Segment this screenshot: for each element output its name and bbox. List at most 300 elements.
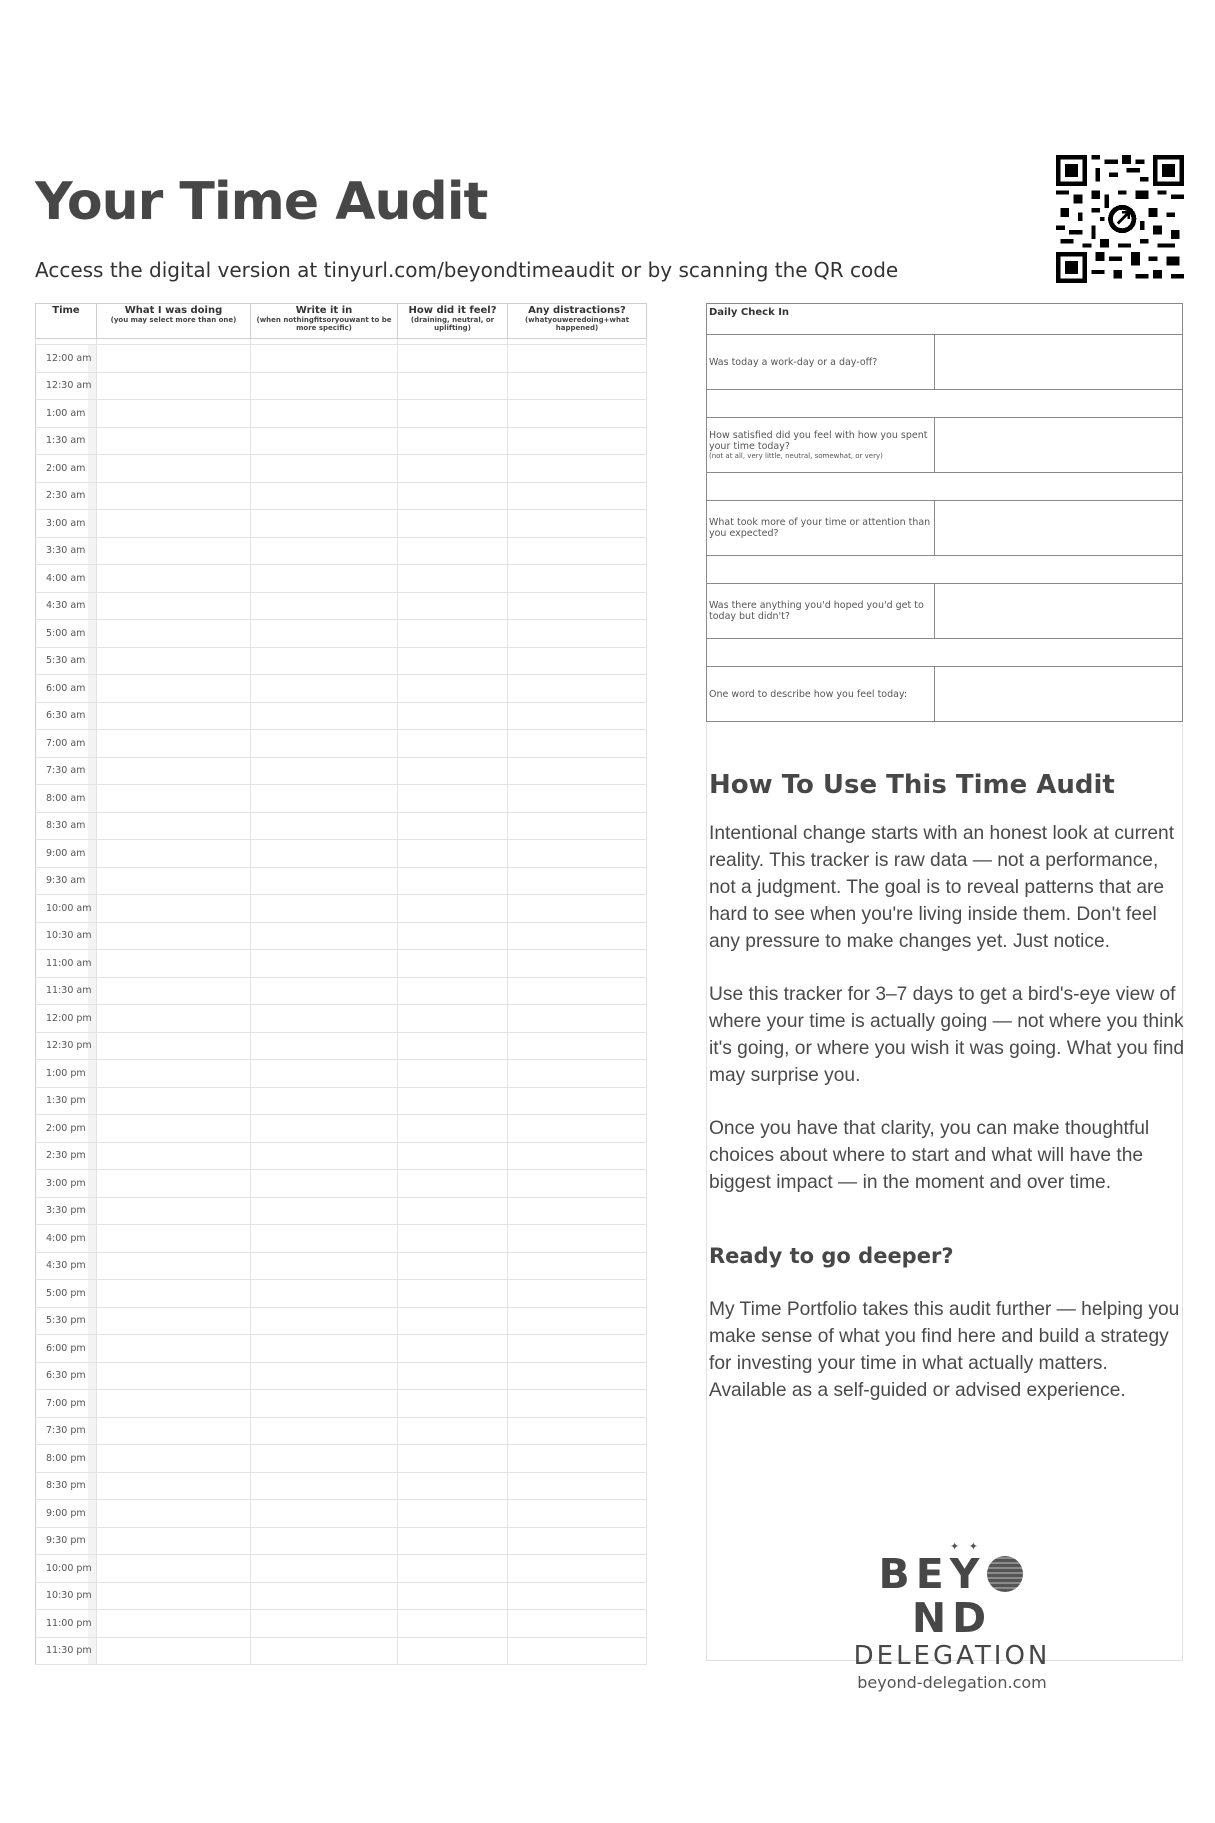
table-row (36, 1362, 647, 1390)
how-to-paragraph: Use this tracker for 3–7 days to get a bird's-eye view of where your time is actually going — not where you think it's going, or where you wish it was going. What you find may surprise you. (709, 984, 1185, 1086)
feeling-cell[interactable] (398, 1252, 508, 1280)
time-slot-label: 4:30 am (36, 592, 97, 620)
time-slot-label: 3:30 am (36, 537, 97, 565)
distraction-cell[interactable] (508, 1445, 647, 1473)
activity-cell[interactable] (97, 1252, 251, 1280)
question-text: What took more of your time or attention than you expected? (709, 517, 931, 539)
time-slot-label: 10:00 pm (36, 1555, 97, 1583)
logo-subword: DELEGATION (853, 1641, 1051, 1671)
activity-cell[interactable] (97, 537, 251, 565)
distraction-cell[interactable] (508, 785, 647, 813)
feeling-cell[interactable] (398, 1362, 508, 1390)
table-row (36, 1445, 647, 1473)
write-in-cell[interactable] (251, 1197, 398, 1225)
write-in-cell[interactable] (251, 592, 398, 620)
daily-check-in (706, 303, 1183, 722)
activity-cell[interactable] (97, 1060, 251, 1088)
write-in-cell[interactable] (251, 1472, 398, 1500)
distraction-cell[interactable] (508, 1087, 647, 1115)
website-link[interactable]: beyond-delegation.com (857, 1673, 1047, 1692)
write-in-cell[interactable] (251, 1500, 398, 1528)
activity-cell[interactable] (97, 565, 251, 593)
table-row (36, 1500, 647, 1528)
feeling-cell[interactable] (398, 1500, 508, 1528)
write-in-cell[interactable] (251, 345, 398, 373)
distraction-cell[interactable] (508, 427, 647, 455)
write-in-cell[interactable] (251, 510, 398, 538)
sparkle-icon: ✦ ✦ (950, 1540, 981, 1553)
column-header-write-in: Write it in (when nothingfitsoryouwant to be more specific) (251, 304, 398, 339)
feeling-cell[interactable] (398, 345, 508, 373)
time-slot-label: 9:00 am (36, 840, 97, 868)
time-slot-label: 1:30 am (36, 427, 97, 455)
feeling-cell[interactable] (398, 372, 508, 400)
check-in-question (706, 501, 1183, 556)
time-slot-label: 9:30 pm (36, 1527, 97, 1555)
time-slot-label: 1:00 pm (36, 1060, 97, 1088)
feeling-cell[interactable] (398, 812, 508, 840)
activity-cell[interactable] (97, 345, 251, 373)
question-text: One word to describe how you feel today: (709, 688, 908, 700)
distraction-cell[interactable] (508, 675, 647, 703)
write-in-cell[interactable] (251, 1142, 398, 1170)
write-in-cell[interactable] (251, 427, 398, 455)
activity-cell[interactable] (97, 427, 251, 455)
feeling-cell[interactable] (398, 1032, 508, 1060)
distraction-cell[interactable] (508, 1252, 647, 1280)
write-in-cell[interactable] (251, 785, 398, 813)
activity-cell[interactable] (97, 592, 251, 620)
feeling-cell[interactable] (398, 1142, 508, 1170)
feeling-cell[interactable] (398, 620, 508, 648)
time-slot-label: 2:30 am (36, 482, 97, 510)
distraction-cell[interactable] (508, 620, 647, 648)
question-text: Was there anything you'd hoped you'd get to today but didn't? (709, 600, 924, 622)
table-row (36, 455, 647, 483)
write-in-cell[interactable] (251, 482, 398, 510)
table-row (36, 1472, 647, 1500)
write-in-cell[interactable] (251, 950, 398, 978)
beyond-delegation-logo[interactable] (852, 1540, 1052, 1694)
write-in-cell[interactable] (251, 537, 398, 565)
time-slot-label: 4:00 pm (36, 1225, 97, 1253)
page-title: Your Time Audit (35, 172, 488, 232)
activity-cell[interactable] (97, 1555, 251, 1583)
feeling-cell[interactable] (398, 455, 508, 483)
how-to-title: How To Use This Time Audit (709, 770, 1115, 800)
time-slot-label: 11:30 am (36, 977, 97, 1005)
feeling-cell[interactable] (398, 592, 508, 620)
write-in-cell[interactable] (251, 1417, 398, 1445)
write-in-cell[interactable] (251, 1225, 398, 1253)
feeling-cell[interactable] (398, 565, 508, 593)
feeling-cell[interactable] (398, 730, 508, 758)
activity-cell[interactable] (97, 1005, 251, 1033)
distraction-cell[interactable] (508, 647, 647, 675)
time-slot-label: 1:30 pm (36, 1087, 97, 1115)
time-slot-label: 7:30 am (36, 757, 97, 785)
distraction-cell[interactable] (508, 510, 647, 538)
write-in-cell[interactable] (251, 400, 398, 428)
table-row (36, 482, 647, 510)
distraction-cell[interactable] (508, 1060, 647, 1088)
feeling-cell[interactable] (398, 1115, 508, 1143)
activity-cell[interactable] (97, 895, 251, 923)
activity-cell[interactable] (97, 482, 251, 510)
table-row (36, 1197, 647, 1225)
check-in-question (706, 418, 1183, 473)
activity-cell[interactable] (97, 812, 251, 840)
time-slot-label: 9:30 am (36, 867, 97, 895)
distraction-cell[interactable] (508, 1527, 647, 1555)
qr-code[interactable] (1056, 155, 1184, 283)
activity-cell[interactable] (97, 1472, 251, 1500)
feeling-cell[interactable] (398, 675, 508, 703)
table-row (36, 812, 647, 840)
answer-field[interactable] (935, 418, 1182, 472)
distraction-cell[interactable] (508, 1555, 647, 1583)
column-header-feeling: How did it feel? (draining, neutral, or uplifting) (398, 304, 508, 339)
time-slot-label: 8:00 am (36, 785, 97, 813)
time-slot-label: 6:30 pm (36, 1362, 97, 1390)
table-row (36, 1225, 647, 1253)
table-row (36, 1582, 647, 1610)
feeling-cell[interactable] (398, 647, 508, 675)
distraction-cell[interactable] (508, 372, 647, 400)
table-row (36, 977, 647, 1005)
check-in-spacer (706, 390, 1183, 418)
write-in-cell[interactable] (251, 1060, 398, 1088)
activity-cell[interactable] (97, 1527, 251, 1555)
feeling-cell[interactable] (398, 1005, 508, 1033)
distraction-cell[interactable] (508, 1197, 647, 1225)
feeling-cell[interactable] (398, 1582, 508, 1610)
time-slot-label: 1:00 am (36, 400, 97, 428)
distraction-cell[interactable] (508, 400, 647, 428)
feeling-cell[interactable] (398, 537, 508, 565)
activity-cell[interactable] (97, 1307, 251, 1335)
write-in-cell[interactable] (251, 1637, 398, 1665)
feeling-cell[interactable] (398, 977, 508, 1005)
check-in-question (706, 335, 1183, 390)
distraction-cell[interactable] (508, 1637, 647, 1665)
activity-cell[interactable] (97, 1500, 251, 1528)
distraction-cell[interactable] (508, 977, 647, 1005)
column-header-activity: What I was doing (you may select more than one) (97, 304, 251, 339)
write-in-cell[interactable] (251, 1390, 398, 1418)
write-in-cell[interactable] (251, 1527, 398, 1555)
distraction-cell[interactable] (508, 537, 647, 565)
distraction-cell[interactable] (508, 730, 647, 758)
feeling-cell[interactable] (398, 1472, 508, 1500)
distraction-cell[interactable] (508, 1280, 647, 1308)
activity-cell[interactable] (97, 1390, 251, 1418)
write-in-cell[interactable] (251, 895, 398, 923)
distraction-cell[interactable] (508, 592, 647, 620)
disco-ball-icon (987, 1556, 1023, 1592)
table-row (36, 1032, 647, 1060)
feeling-cell[interactable] (398, 482, 508, 510)
check-in-spacer (706, 639, 1183, 667)
write-in-cell[interactable] (251, 1087, 398, 1115)
table-header-row (36, 304, 647, 339)
distraction-cell[interactable] (508, 867, 647, 895)
table-row (36, 730, 647, 758)
feeling-cell[interactable] (398, 1555, 508, 1583)
activity-cell[interactable] (97, 867, 251, 895)
table-row (36, 1115, 647, 1143)
write-in-cell[interactable] (251, 1362, 398, 1390)
activity-cell[interactable] (97, 1115, 251, 1143)
activity-cell[interactable] (97, 1637, 251, 1665)
feeling-cell[interactable] (398, 950, 508, 978)
check-in-question (706, 584, 1183, 639)
distraction-cell[interactable] (508, 1032, 647, 1060)
go-deeper-paragraph: My Time Portfolio takes this audit further — helping you make sense of what you find here and build a strategy for investing your time in what actually matters. Available as a self-guided or advised experience. (709, 1299, 1180, 1401)
distraction-cell[interactable] (508, 565, 647, 593)
distraction-cell[interactable] (508, 1115, 647, 1143)
feeling-cell[interactable] (398, 1335, 508, 1363)
write-in-cell[interactable] (251, 372, 398, 400)
distraction-cell[interactable] (508, 1472, 647, 1500)
activity-cell[interactable] (97, 372, 251, 400)
feeling-cell[interactable] (398, 757, 508, 785)
check-in-question (706, 667, 1183, 722)
activity-cell[interactable] (97, 730, 251, 758)
feeling-cell[interactable] (398, 1280, 508, 1308)
write-in-cell[interactable] (251, 455, 398, 483)
feeling-cell[interactable] (398, 840, 508, 868)
write-in-cell[interactable] (251, 565, 398, 593)
write-in-cell[interactable] (251, 1335, 398, 1363)
write-in-cell[interactable] (251, 922, 398, 950)
time-slot-label: 7:30 pm (36, 1417, 97, 1445)
question-text: Was today a work-day or a day-off? (709, 356, 878, 368)
activity-cell[interactable] (97, 922, 251, 950)
distraction-cell[interactable] (508, 482, 647, 510)
activity-cell[interactable] (97, 1362, 251, 1390)
time-slot-label: 3:00 pm (36, 1170, 97, 1198)
table-row (36, 510, 647, 538)
write-in-cell[interactable] (251, 730, 398, 758)
feeling-cell[interactable] (398, 1527, 508, 1555)
write-in-cell[interactable] (251, 1032, 398, 1060)
activity-cell[interactable] (97, 1335, 251, 1363)
table-row (36, 1087, 647, 1115)
table-row (36, 1390, 647, 1418)
activity-cell[interactable] (97, 785, 251, 813)
activity-cell[interactable] (97, 510, 251, 538)
activity-cell[interactable] (97, 675, 251, 703)
table-row (36, 1417, 647, 1445)
time-slot-label: 10:30 am (36, 922, 97, 950)
write-in-cell[interactable] (251, 1170, 398, 1198)
activity-cell[interactable] (97, 1197, 251, 1225)
time-slot-label: 5:00 pm (36, 1280, 97, 1308)
write-in-cell[interactable] (251, 757, 398, 785)
feeling-cell[interactable] (398, 1307, 508, 1335)
feeling-cell[interactable] (398, 785, 508, 813)
time-slot-label: 12:00 am (36, 345, 97, 373)
activity-cell[interactable] (97, 1032, 251, 1060)
distraction-cell[interactable] (508, 1170, 647, 1198)
distraction-cell[interactable] (508, 345, 647, 373)
table-row (36, 1335, 647, 1363)
table-row (36, 1527, 647, 1555)
feeling-cell[interactable] (398, 1637, 508, 1665)
write-in-cell[interactable] (251, 1280, 398, 1308)
feeling-cell[interactable] (398, 1060, 508, 1088)
activity-cell[interactable] (97, 1445, 251, 1473)
distraction-cell[interactable] (508, 895, 647, 923)
write-in-cell[interactable] (251, 812, 398, 840)
activity-cell[interactable] (97, 950, 251, 978)
distraction-cell[interactable] (508, 1005, 647, 1033)
write-in-cell[interactable] (251, 1582, 398, 1610)
write-in-cell[interactable] (251, 867, 398, 895)
distraction-cell[interactable] (508, 1610, 647, 1638)
time-slot-label: 7:00 am (36, 730, 97, 758)
go-deeper-title: Ready to go deeper? (709, 1244, 954, 1268)
write-in-cell[interactable] (251, 977, 398, 1005)
answer-field[interactable] (935, 501, 1182, 555)
activity-cell[interactable] (97, 1170, 251, 1198)
table-row (36, 950, 647, 978)
distraction-cell[interactable] (508, 757, 647, 785)
distraction-cell[interactable] (508, 1307, 647, 1335)
answer-field[interactable] (935, 667, 1182, 721)
write-in-cell[interactable] (251, 1005, 398, 1033)
time-slot-label: 7:00 pm (36, 1390, 97, 1418)
write-in-cell[interactable] (251, 675, 398, 703)
time-slot-label: 6:00 pm (36, 1335, 97, 1363)
activity-cell[interactable] (97, 400, 251, 428)
question-text: How satisfied did you feel with how you spent your time today? (709, 430, 928, 452)
write-in-cell[interactable] (251, 1445, 398, 1473)
write-in-cell[interactable] (251, 620, 398, 648)
write-in-cell[interactable] (251, 702, 398, 730)
time-slot-label: 4:00 am (36, 565, 97, 593)
write-in-cell[interactable] (251, 1555, 398, 1583)
activity-cell[interactable] (97, 1087, 251, 1115)
activity-cell[interactable] (97, 757, 251, 785)
table-row (36, 1307, 647, 1335)
feeling-cell[interactable] (398, 867, 508, 895)
time-slot-label: 9:00 pm (36, 1500, 97, 1528)
logo-wordmark: BEYND (852, 1552, 1052, 1640)
time-slot-label: 8:30 am (36, 812, 97, 840)
time-slot-label: 2:30 pm (36, 1142, 97, 1170)
feeling-cell[interactable] (398, 922, 508, 950)
distraction-cell[interactable] (508, 840, 647, 868)
question-note: (not at all, very little, neutral, somewhat, or very) (709, 452, 883, 460)
feeling-cell[interactable] (398, 1390, 508, 1418)
distraction-cell[interactable] (508, 922, 647, 950)
table-row (36, 1555, 647, 1583)
feeling-cell[interactable] (398, 1417, 508, 1445)
table-row (36, 1252, 647, 1280)
table-row (36, 867, 647, 895)
time-slot-label: 3:00 am (36, 510, 97, 538)
feeling-cell[interactable] (398, 1170, 508, 1198)
activity-cell[interactable] (97, 455, 251, 483)
feeling-cell[interactable] (398, 1197, 508, 1225)
distraction-cell[interactable] (508, 1362, 647, 1390)
distraction-cell[interactable] (508, 1335, 647, 1363)
table-row (36, 675, 647, 703)
distraction-cell[interactable] (508, 1390, 647, 1418)
activity-cell[interactable] (97, 1417, 251, 1445)
activity-cell[interactable] (97, 840, 251, 868)
distraction-cell[interactable] (508, 1142, 647, 1170)
feeling-cell[interactable] (398, 1610, 508, 1638)
distraction-cell[interactable] (508, 1225, 647, 1253)
answer-field[interactable] (935, 584, 1182, 638)
how-to-paragraph: Intentional change starts with an honest look at current reality. This tracker is raw data — not a performance, not a judgment. The goal is to reveal patterns that are hard to see when you're living inside them. Don't feel any pressure to make changes yet. Just notice. (709, 823, 1175, 952)
table-row (36, 1610, 647, 1638)
feeling-cell[interactable] (398, 1445, 508, 1473)
time-slot-label: 5:30 pm (36, 1307, 97, 1335)
table-row (36, 1060, 647, 1088)
table-row (36, 345, 647, 373)
distraction-cell[interactable] (508, 812, 647, 840)
activity-cell[interactable] (97, 1582, 251, 1610)
distraction-cell[interactable] (508, 1582, 647, 1610)
time-slot-label: 8:00 pm (36, 1445, 97, 1473)
column-header-distractions: Any distractions? (whatyouweredoing+what happened) (508, 304, 647, 339)
table-row (36, 1637, 647, 1665)
time-slot-label: 8:30 pm (36, 1472, 97, 1500)
feeling-cell[interactable] (398, 1225, 508, 1253)
activity-cell[interactable] (97, 702, 251, 730)
feeling-cell[interactable] (398, 400, 508, 428)
time-slot-label: 5:30 am (36, 647, 97, 675)
answer-field[interactable] (935, 335, 1182, 389)
activity-cell[interactable] (97, 1225, 251, 1253)
feeling-cell[interactable] (398, 510, 508, 538)
time-slot-label: 12:00 pm (36, 1005, 97, 1033)
table-row (36, 537, 647, 565)
distraction-cell[interactable] (508, 455, 647, 483)
write-in-cell[interactable] (251, 1252, 398, 1280)
time-slot-label: 6:30 am (36, 702, 97, 730)
activity-cell[interactable] (97, 977, 251, 1005)
time-slot-label: 2:00 am (36, 455, 97, 483)
activity-cell[interactable] (97, 1280, 251, 1308)
write-in-cell[interactable] (251, 1115, 398, 1143)
feeling-cell[interactable] (398, 427, 508, 455)
distraction-cell[interactable] (508, 702, 647, 730)
how-to-paragraph: Once you have that clarity, you can make thoughtful choices about where to start and what will have the biggest impact — in the moment and over time. (709, 1118, 1150, 1193)
distraction-cell[interactable] (508, 1417, 647, 1445)
activity-cell[interactable] (97, 1610, 251, 1638)
write-in-cell[interactable] (251, 1610, 398, 1638)
write-in-cell[interactable] (251, 1307, 398, 1335)
feeling-cell[interactable] (398, 895, 508, 923)
write-in-cell[interactable] (251, 840, 398, 868)
write-in-cell[interactable] (251, 647, 398, 675)
activity-cell[interactable] (97, 1142, 251, 1170)
feeling-cell[interactable] (398, 1087, 508, 1115)
distraction-cell[interactable] (508, 950, 647, 978)
time-slot-label: 6:00 am (36, 675, 97, 703)
digital-version-note: Access the digital version at tinyurl.com/beyondtimeaudit or by scanning the QR code (35, 258, 899, 282)
table-row (36, 372, 647, 400)
distraction-cell[interactable] (508, 1500, 647, 1528)
feeling-cell[interactable] (398, 702, 508, 730)
activity-cell[interactable] (97, 620, 251, 648)
activity-cell[interactable] (97, 647, 251, 675)
